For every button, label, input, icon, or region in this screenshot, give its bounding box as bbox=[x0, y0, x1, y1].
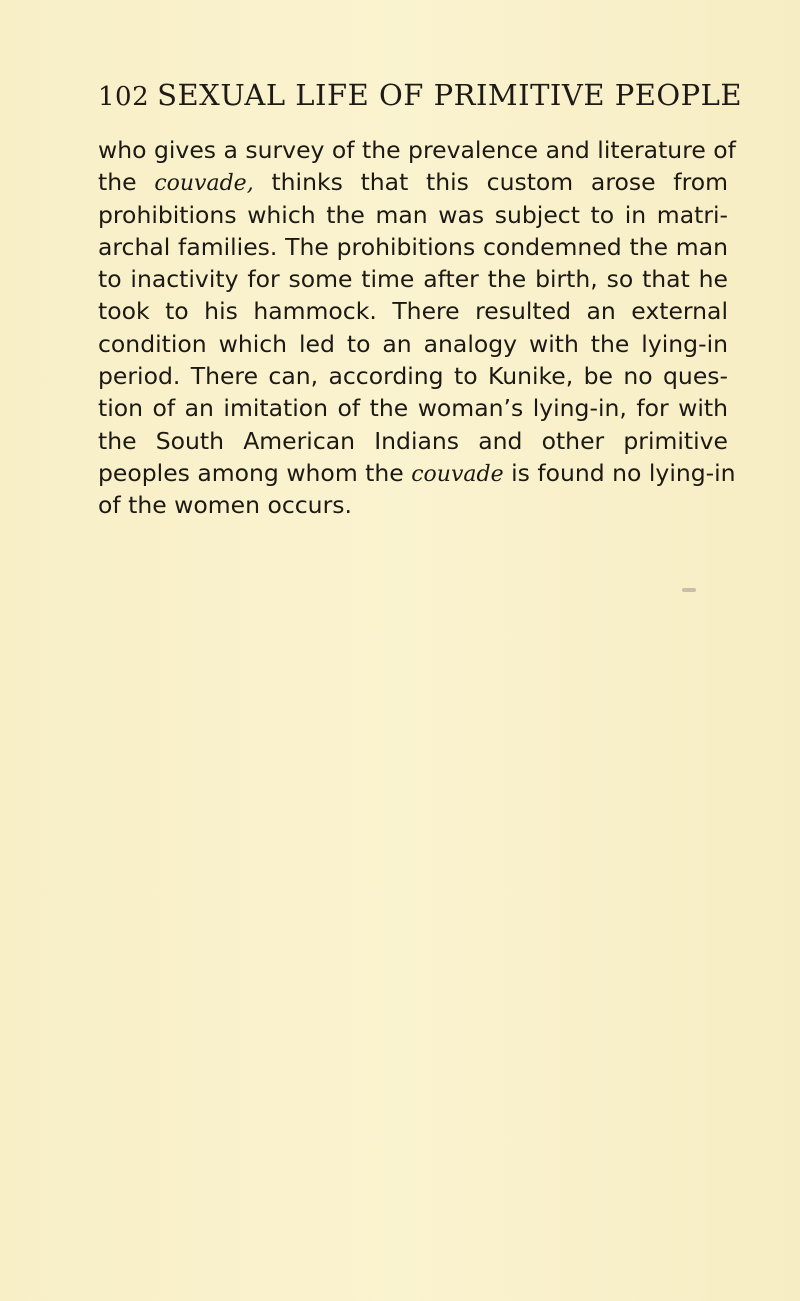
running-head bbox=[98, 78, 743, 114]
text-line bbox=[98, 328, 728, 360]
text-line bbox=[98, 199, 728, 231]
body-paragraph bbox=[98, 134, 736, 522]
text-line bbox=[98, 263, 728, 295]
text-segment: who gives a survey of the prevalence and literature of bbox=[98, 136, 736, 164]
text-segment: to inactivity for some time after the birth, so that he bbox=[98, 265, 728, 294]
text-segment: took to his hammock. There resulted an external bbox=[98, 297, 728, 326]
italic-term: couvade bbox=[411, 461, 504, 487]
running-title: SEXUAL LIFE OF PRIMITIVE PEOPLE bbox=[157, 78, 743, 112]
text-segment: is found no lying-in bbox=[503, 458, 736, 487]
page-number: 102 bbox=[98, 82, 150, 112]
text-line bbox=[98, 295, 728, 327]
text-segment: archal families. The prohibitions condemned the man bbox=[98, 232, 728, 261]
text-segment: of the women occurs. bbox=[98, 491, 352, 520]
italic-term: couvade, bbox=[154, 171, 254, 197]
text-segment: tion of an imitation of the woman’s lying-in, for with bbox=[98, 394, 728, 423]
text-segment: thinks that this custom arose from bbox=[253, 168, 728, 197]
text-segment: period. There can, according to Kunike, be no ques- bbox=[98, 362, 728, 391]
text-line bbox=[98, 134, 736, 166]
text-line bbox=[98, 425, 728, 457]
text-line bbox=[98, 489, 728, 521]
text-line bbox=[98, 166, 728, 198]
text-segment: the South American Indians and other primitive bbox=[98, 426, 728, 455]
text-line bbox=[98, 392, 728, 424]
text-segment: peoples among whom the bbox=[98, 458, 412, 487]
text-line bbox=[98, 231, 728, 263]
text-segment: the bbox=[98, 168, 155, 197]
paper-speck bbox=[682, 588, 696, 592]
text-segment: condition which led to an analogy with the lying-in bbox=[98, 329, 728, 358]
text-line bbox=[98, 360, 728, 392]
text-line bbox=[98, 457, 736, 489]
text-segment: prohibitions which the man was subject to in matri- bbox=[98, 200, 728, 229]
